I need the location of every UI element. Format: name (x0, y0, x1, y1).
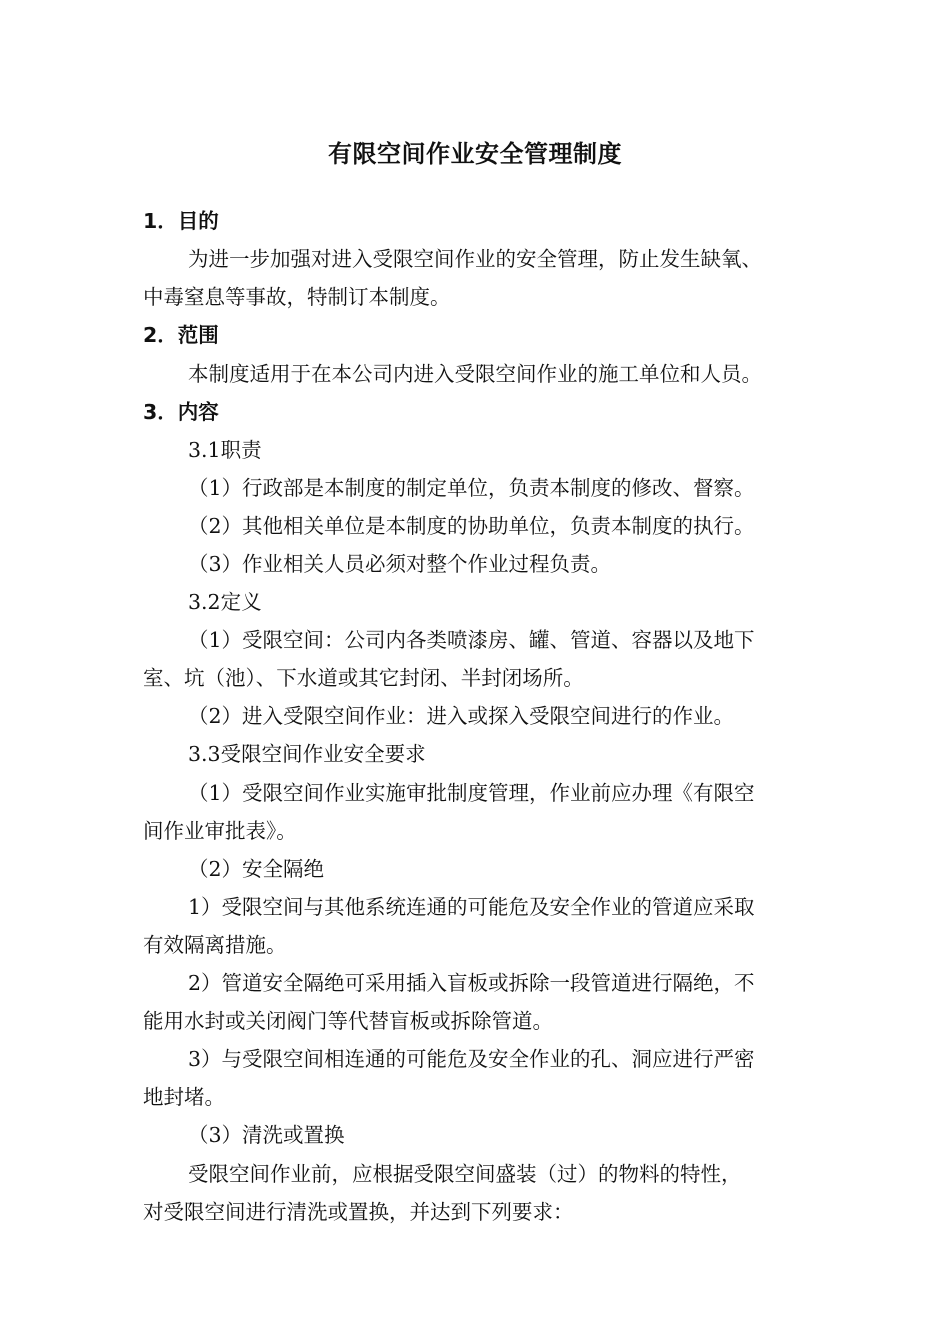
section-heading-scope: 2．范围 (143, 323, 219, 347)
list-item: （3）作业相关人员必须对整个作业过程负责。 (188, 552, 612, 576)
paragraph-line: 3）与受限空间相连通的可能危及安全作业的孔、洞应进行严密 (188, 1047, 755, 1071)
section-heading-purpose: 1．目的 (143, 209, 219, 233)
document-title: 有限空间作业安全管理制度 (328, 140, 622, 168)
list-item: （1）受限空间作业实施审批制度管理，作业前应办理《有限空 (188, 781, 755, 805)
subheading-safety-requirements: 3.3受限空间作业安全要求 (188, 742, 426, 766)
paragraph-line: 对受限空间进行清洗或置换，并达到下列要求： (143, 1200, 574, 1224)
paragraph-line: 间作业审批表》。 (143, 819, 297, 843)
subheading-definitions: 3.2定义 (188, 590, 262, 614)
list-item: （3）清洗或置换 (188, 1123, 345, 1147)
list-item: （1）受限空间：公司内各类喷漆房、罐、管道、容器以及地下 (188, 628, 755, 652)
paragraph-line: 地封堵。 (143, 1085, 225, 1109)
paragraph-line: 1）受限空间与其他系统连通的可能危及安全作业的管道应采取 (188, 895, 755, 919)
paragraph-line: 本制度适用于在本公司内进入受限空间作业的施工单位和人员。 (188, 362, 762, 386)
paragraph-line: 有效隔离措施。 (143, 933, 287, 957)
paragraph-line: 室、坑（池）、下水道或其它封闭、半封闭场所。 (143, 666, 584, 690)
list-item: （2）其他相关单位是本制度的协助单位，负责本制度的执行。 (188, 514, 755, 538)
paragraph-line: 2）管道安全隔绝可采用插入盲板或拆除一段管道进行隔绝，不 (188, 971, 755, 995)
list-item: （1）行政部是本制度的制定单位，负责本制度的修改、督察。 (188, 476, 755, 500)
paragraph-line: 能用水封或关闭阀门等代替盲板或拆除管道。 (143, 1009, 553, 1033)
section-heading-content: 3．内容 (143, 400, 219, 424)
paragraph-line: 受限空间作业前，应根据受限空间盛装（过）的物料的特性， (188, 1162, 742, 1186)
paragraph-line: 为进一步加强对进入受限空间作业的安全管理，防止发生缺氧、 (188, 247, 762, 271)
list-item: （2）进入受限空间作业：进入或探入受限空间进行的作业。 (188, 704, 735, 728)
subheading-responsibilities: 3.1职责 (188, 438, 262, 462)
list-item: （2）安全隔绝 (188, 857, 325, 881)
paragraph-line: 中毒窒息等事故，特制订本制度。 (143, 285, 451, 309)
